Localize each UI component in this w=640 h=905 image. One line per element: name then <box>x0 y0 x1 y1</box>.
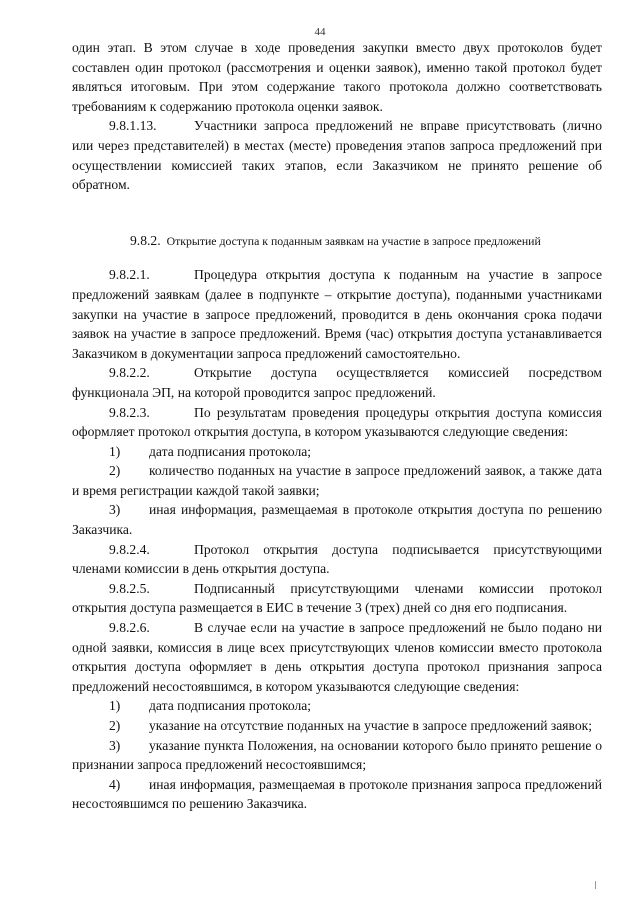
clause-number: 9.8.1.13. <box>109 118 157 134</box>
list-item <box>72 442 602 462</box>
list-item-number: 3) <box>109 502 121 518</box>
clause-9-8-2-4 <box>72 540 602 579</box>
clause-number: 9.8.2.4. <box>109 541 150 557</box>
list-item <box>72 461 602 500</box>
list-item <box>72 716 602 736</box>
list-item-text: указание пункта Положения, на основании которого было принято решение о признании запроса предложений несостоявшимся; <box>72 737 602 773</box>
list-item-number: 1) <box>109 443 121 459</box>
list-item-number: 2) <box>109 463 121 479</box>
clause-9-8-1-13 <box>72 116 602 194</box>
clause-text: В случае если на участие в запросе предложений не было подано ни одной заявки, комиссия в лице всех присутствующих членов комиссии вместо протокола открытия доступа оформляет в день открытия доступа протокол признания запроса предложений несостоявшимся, в котором указываются следующие сведения: <box>72 620 602 694</box>
clause-text: Открытие доступа осуществляется комиссией посредством функционала ЭП, на которой проводится запрос предложений. <box>72 365 602 400</box>
clause-9-8-2-1 <box>72 265 602 363</box>
section-heading-9-8-2 <box>72 231 602 252</box>
page-number: 44 <box>314 26 326 38</box>
clause-9-8-2-2 <box>72 363 602 402</box>
list-item-number: 4) <box>109 776 121 792</box>
section-title: Открытие доступа к поданным заявкам на участие в запросе предложений <box>166 233 541 248</box>
list-item <box>72 736 602 775</box>
scan-edge-mark <box>595 881 596 889</box>
list-item-number: 2) <box>109 718 121 733</box>
list-item-text: дата подписания протокола; <box>149 443 312 459</box>
clause-text: По результатам проведения процедуры открытия доступа комиссия оформляет протокол открытия доступа, в котором указываются следующие сведения: <box>72 404 602 440</box>
clause-number: 9.8.2.3. <box>109 404 150 420</box>
list-item-text: иная информация, размещаемая в протоколе открытия доступа по решению Заказчика. <box>72 502 602 538</box>
list-item-number: 1) <box>109 698 121 714</box>
list-item-number: 3) <box>109 737 121 753</box>
clause-text: Участники запроса предложений не вправе присутствовать (лично или через представителей) в местах (месте) проведения этапов запроса предложений при осуществлении комиссией таких этапов, если Заказчиком не принято решение об обратном. <box>72 118 602 193</box>
clause-9-8-2-5 <box>72 579 602 618</box>
clause-text: Протокол открытия доступа подписывается присутствующими членами комиссии в день открытия доступа. <box>72 541 602 577</box>
document-body <box>72 38 602 814</box>
clause-text: Процедура открытия доступа к поданным на участие в запросе предложений заявкам (далее в подпункте – открытие доступа), поданными участниками закупки на участие в запросе предложений, проводится в день окончания срока подачи заявок на участие в запросе предложений. Время (час) открытия доступа устанавливается Заказчиком в документации запроса предложений самостоятельно. <box>72 267 602 361</box>
list-item-text: количество поданных на участие в запросе предложений заявок, а также дата и время регистрации каждой такой заявки; <box>72 463 602 498</box>
clause-number: 9.8.2.6. <box>109 620 150 636</box>
list-item <box>72 500 602 539</box>
list-item-text: иная информация, размещаемая в протоколе признания запроса предложений несостоявшимся по решению Заказчика. <box>72 776 602 812</box>
list-item-text: дата подписания протокола; <box>149 698 312 714</box>
clause-text: Подписанный присутствующими членами комиссии протокол открытия доступа размещается в ЕИС в течение 3 (трех) дней со дня его подписания. <box>72 580 602 616</box>
list-item <box>72 775 602 814</box>
list-item <box>72 696 602 716</box>
clause-9-8-2-6 <box>72 618 602 696</box>
section-number: 9.8.2. <box>130 232 161 248</box>
clause-number: 9.8.2.5. <box>109 580 150 596</box>
clause-9-8-2-3 <box>72 403 602 442</box>
continuation-paragraph: один этап. В этом случае в ходе проведения закупки вместо двух протоколов будет составлен один протокол (рассмотрения и оценки заявок), именно такой протокол будет являться итоговым. При этом содержание такого протокола должно соответствовать требованиям к содержанию протокола оценки заявок. <box>72 40 602 114</box>
clause-number: 9.8.2.2. <box>109 365 150 381</box>
clause-number: 9.8.2.1. <box>109 267 150 283</box>
list-item-text: указание на отсутствие поданных на участие в запросе предложений заявок; <box>149 718 593 733</box>
